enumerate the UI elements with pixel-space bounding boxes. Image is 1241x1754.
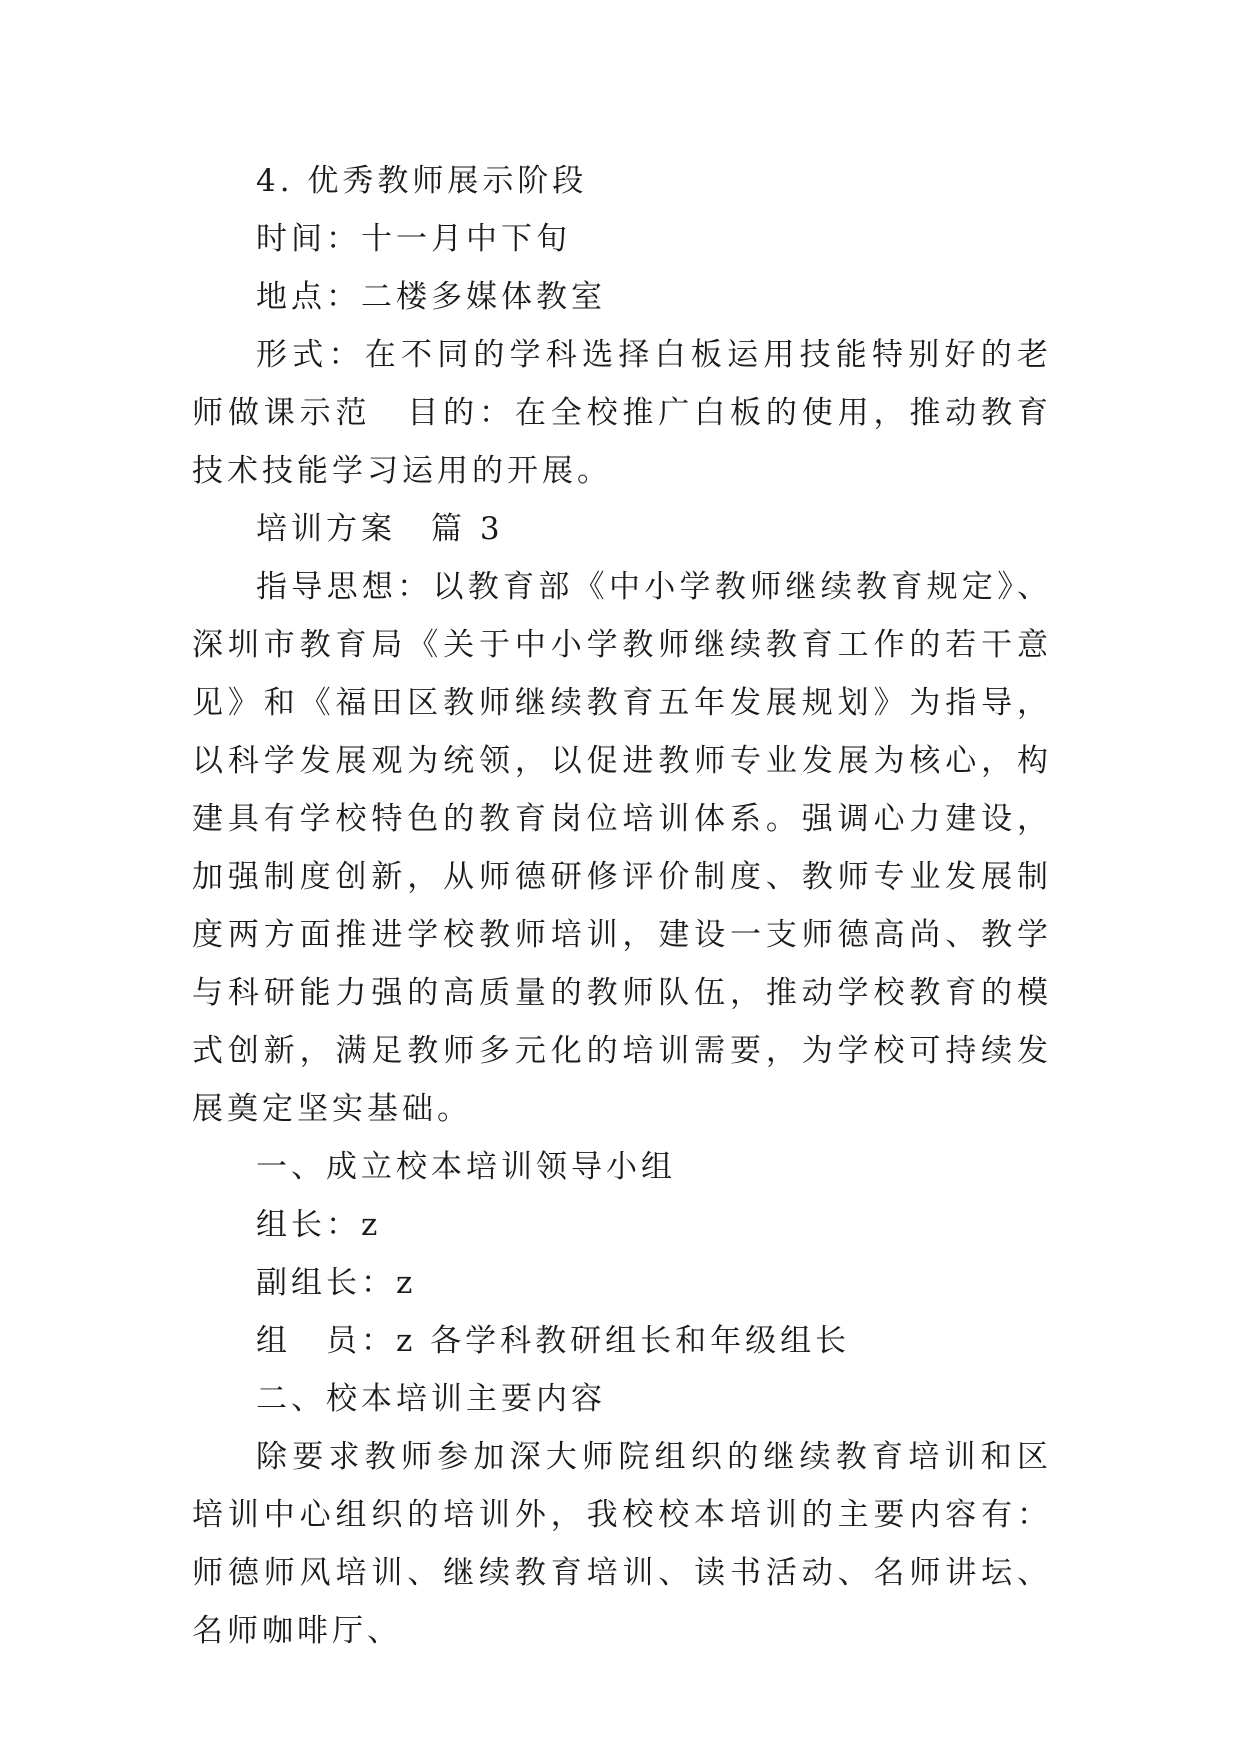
members-line: 组 员：z 各学科教研组长和年级组长 <box>256 1323 851 1359</box>
section2-heading: 二、校本培训主要内容 <box>256 1381 606 1417</box>
stage4-heading: 4. 优秀教师展示阶段 <box>256 163 588 199</box>
training-content-paragraph: 除要求教师参加深大师院组织的继续教育培训和区培训中心组织的培训外，我校校本培训的主要内容有：师德师风培训、继续教育培训、读书活动、名师讲坛、名师咖啡厅、 <box>192 1439 1052 1649</box>
leader-line: 组长：z <box>256 1207 382 1243</box>
guiding-idea-paragraph: 指导思想：以教育部《中小学教师继续教育规定》、深圳市教育局《关于中小学教师继续教育工作的若干意见》和《福田区教师继续教育五年发展规划》为指导，以科学发展观为统领，以促进教师专业发展为核心，构建具有学校特色的教育岗位培训体系。强调心力建设，加强制度创新，从师德研修评价制度、教师专业发展制度两方面推进学校教师培训，建设一支师德高尚、教学与科研能力强的高质量的教师队伍，推动学校教育的模式创新，满足教师多元化的培训需要，为学校可持续发展奠定坚实基础。 <box>192 569 1052 1127</box>
document-body <box>192 152 1052 1660</box>
time-line: 时间：十一月中下旬 <box>256 221 571 257</box>
plan3-title: 培训方案 篇 3 <box>256 511 504 547</box>
section1-heading: 一、成立校本培训领导小组 <box>256 1149 676 1185</box>
place-line: 地点：二楼多媒体教室 <box>256 279 606 315</box>
form-paragraph: 形式：在不同的学科选择白板运用技能特别好的老师做课示范 目的：在全校推广白板的使用，推动教育技术技能学习运用的开展。 <box>192 337 1052 489</box>
deputy-leader-line: 副组长：z <box>256 1265 417 1301</box>
